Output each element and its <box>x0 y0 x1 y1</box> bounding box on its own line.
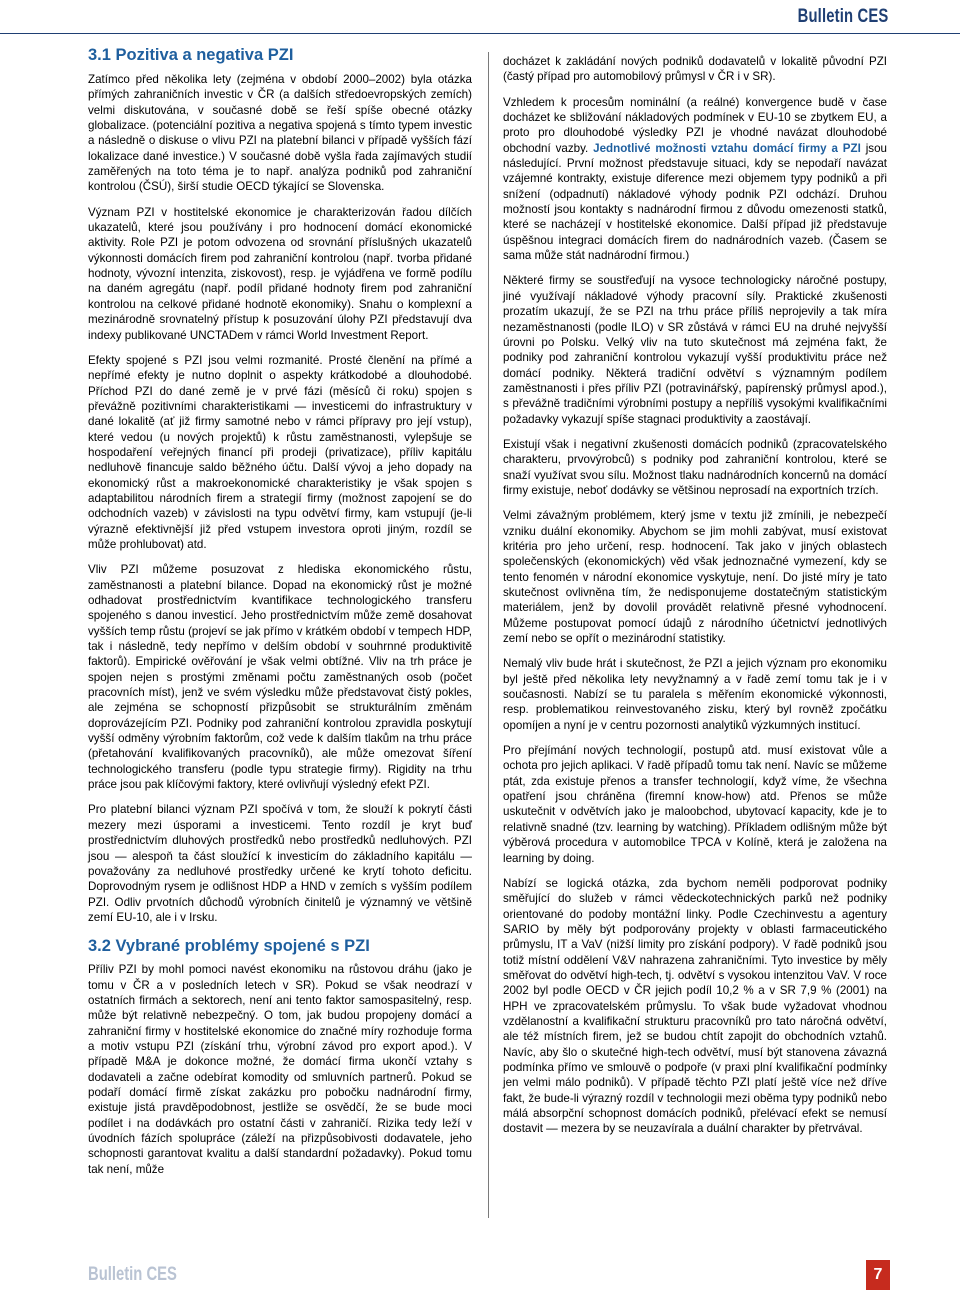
left-paragraph-3: Efekty spojené s PZI jsou velmi rozmanité. Prosté členění na přímé a nepřímé efekty je nutno doplnit o aspekty krátkodobé a dlouhodobé. Příchod PZI do dané země je v prvé fázi (měsíců či roku) spojen s převážně pozitivními charakteristikami — investicemi do infrastruktury v dané lokalitě (ať již firmy samotné nebo v rámci přípravy pro její vstup), které vedou (u nových projektů) k růstu zaměstnanosti, vylepšuje se hospodaření veřejných financí při prodeji (privatizace), příliv kapitálu nedluhově financuje saldo běžného účtu. Další vývoj a jeho dopady na ekonomický růst a makroekonomické charakteristiky je však spojen s adaptabilitou národních firem a strategií firmy (možnost zapojení se do odchodních vazeb) v závislosti na typu odvětví firmy, kam vstupují (je-li výrazně efektivnější již před vstupem investora oproti jiným, rozdíl se může prohlubovat) atd. <box>88 353 472 551</box>
right-paragraph-8: Nabízí se logická otázka, zda bychom neměli podporovat podniky směřující do služeb v rámci vědeckotechnických parků než podniky orientované do podoby montážní linky. Podle Czechinvestu a agentury SARIO by měly být podporovány projekty v oblasti farmaceutického průmyslu, IT a VaV (nižší limity pro získání podpory). V řadě podniků jsou totiž místní oddělení V&V nahrazena zahraničními. Tyto investice by měly směřovat do odvětví high-tech, tj. odvětví s vysokou intenzitou VaV. V roce 2002 byl podle OECD v ČR jejich podíl 10,2 % a v SR 7,9 % (2001) na HPH ve zpracovatelském průmyslu. To však bude vyžadovat vhodnou vzdělanostní a kvalifikační strukturu pracovníků pro tato náročná odvětví, ale též místních firem, jež se budou chtít zapojit do obchodních vztahů. Navíc, aby šlo o skutečné high-tech odvětví, musí být stanovena závazná podmínka přímo ve smlouvě o podpoře (v praxi plní kvalifikační podmínky jen velmi málo podniků). V případě těchto PZI platí ještě více než dříve fakt, že bude-li výrazný rozdíl v technologii mezi oběma typy podniků nebo málá absorpční schopnost domácích podniků, přelévací efekt se nemusí dostavit — mezera by se neuzavírala a duální charakter by přetrvával. <box>503 876 887 1136</box>
right-paragraph-3: Některé firmy se soustřeďují na vysoce technologicky náročné postupy, jiné využívají nákladové výhody pracovní síly. Praktické zkušenosti prozatím ukazují, že se PZI na trhu práce příliš neprojevily a tak míra nezaměstnanosti (podle ILO) v SR zůstává v rámci EU na druhé nejvyšší úrovni po Polsku. Velký vliv na tuto skutečnost má zejména fakt, že podniky pod zahraniční kontrolou vykazují vyšší produktivitu práce než domácí podniky. Některá tradiční odvětví s významným podílem zaměstnanosti i přes příliv PZI (potravinářský, papírenský průmysl apod.), s převážně tradičními výrobními postupy a nepříliš vysokými kvalifikačními požadavky vykazují spíše stagnaci produktivity a zaostávají. <box>503 274 887 426</box>
right-paragraph-5: Velmi závažným problémem, který jsme v textu již zmínili, je nebezpečí vzniku duální ekonomiky. Abychom se jim mohli zabývat, musí existovat kritéria pro jeho určení, resp. hodnocení. Tak jako v jiných oblastech společenských (ekonomických) věd však jednoznačné vymezení, kdy se tento fenomén v národní ekonomice vyskytuje, není. Do jisté míry je tato skutečnost ovlivněna tím, že nedisponujeme dostatečným statistickým materiálem, jenž by dovolil provádět relativně přesné vyhodnocení. Můžeme postupovat pomocí údajů z národního účetnictví jednotlivých zemí nebo se opřít o mezinárodní statistiky. <box>503 509 887 646</box>
left-column <box>88 44 472 1187</box>
left-paragraph-2: Význam PZI v hostitelské ekonomice je charakterizován řadou dílčích ukazatelů, které jsou používány i pro hodnocení domácí ekonomické aktivity. Role PZI je potom odvozena od srovnání příslušných ukazatelů výkonnosti domácích firem pod zahraniční kontrolou (např. tvorba přidané hodnoty, vývozní intenzita, ziskovost), resp. je vyjádřena ve formě podílu na daném agregátu (např. podíl přidané hodnoty firem pod zahraniční kontrolou na celkové přidané hodnotě ekonomiky). Snahu o komplexní a mezinárodně srovnatelný přístup k posuzování úlohy PZI představují dva indexy publikované UNCTADem v rámci World Investment Report. <box>88 205 472 342</box>
highlighted-phrase: Jednotlivé možnosti vztahu domácí firmy a PZI <box>593 141 861 155</box>
right-paragraph-7: Pro přejímání nových technologií, postupů atd. musí existovat vůle a ochota pro jejich aplikaci. V řadě případů tomu tak není. Navíc se můžeme ptát, zda existuje přenos a transfer technologií, když víme, že všechna opatření jsou chráněna (firemní know-how) atd. Přenos se může uskutečnit v odvětvích jako je maloobchod, ubytovací kapacity, kde je to relativně snadné (tzv. learning by watching). Příkladem odlišným může být výběrová procedura v automobilce TPCA v Kolíně, která je založena na learning by doing. <box>503 744 887 865</box>
page-number-badge: 7 <box>866 1260 890 1290</box>
header-rule <box>0 33 960 34</box>
right-paragraph-6: Nemalý vliv bude hrát i skutečnost, že PZI a jejich význam pro ekonomiku byl ještě před několika lety nevyžnamný a v řadě zemí tomu tak je i v současnosti. Nabízí se tu paralela s měřením ekonomické výkonnosti, resp. problematikou reinvestovaného zisku, který byl rovněž zpočátku opomíjen a nyní je v centru pozornosti analytiků výzkumných institucí. <box>503 657 887 732</box>
section-heading-3-2: 3.2 Vybrané problémy spojené s PZI <box>88 937 370 956</box>
column-divider <box>488 52 489 1218</box>
left-paragraph-6: Příliv PZI by mohl pomoci navést ekonomiku na růstovou dráhu (jako je tomu v ČR a v posledních letech v SR). Pokud se však neodrazí v ostatních firmách a sektorech, není ani tento faktor samospasitelný, resp. může být relativně nebezpečný. O tom, jak budou propojeny domácí a zahraniční firmy v hostitelské ekonomice do značné míry rozhoduje forma a motiv vstupu PZI (získání trhu, výrobní závod pro export apod.). V případě M&A je dokonce možné, že domácí firma ukončí vztahy s dodavateli a začne odebírat komodity od smluvních partnerů. Pokud se podaří domácí firmě získat zakázku pro pobočku nadnárodní firmy, existuje jistá pravděpodobnost, jestliže se osvědčí, že se bude moci podílet i na dodávkách pro ostatní části v zahraničí. Rizika tedy leží v úvodních fázích spolupráce (záleží na přizpůsobivosti dodavatele, jeho schopnosti garantovat kvalitu a další standardní požadavky). Pokud tomu tak není, může <box>88 963 472 1176</box>
right-paragraph-4: Existují však i negativní zkušenosti domácích podniků (zpracovatelského charakteru, prvovýrobců) s podniky pod zahraniční kontrolou, které se snaží využívat svou sílu. Možnost tlaku nadnárodních koncernů na domácí firmy existuje, neboť dodávky se většinou neprosadí na exportních trzích. <box>503 437 887 497</box>
left-paragraph-1: Zatímco před několika lety (zejména v období 2000–2002) byla otázka přímých zahraničních investic v ČR (a dalších středoevropských zemích) velmi diskutována, v současné době se řeší spíše obecné otázky globalizace. (potenciální pozitiva a negativa spojená s tímto typem investic a následně o diskuse o vlivu PZI na platební bilanci v případě vyšších fází lokalizace dané investice.) V současné době vyšla řada zajímavých studií zaměřených na toto téma je to např. analýza podniků pod zahraniční kontrolou (ČSÚ), širší studie OECD týkající se Slovenska. <box>88 73 472 194</box>
right-paragraph-1: docházet k zakládání nových podniků dodavatelů v lokalitě původní PZI (častý případ pro automobilový průmysl v ČR i v SR). <box>503 55 887 84</box>
footer-brand: Bulletin CES <box>88 1264 177 1285</box>
left-paragraph-4: Vliv PZI můžeme posuzovat z hlediska ekonomického růstu, zaměstnanosti a platební bilance. Dopad na ekonomický růst je možné odhadovat prostřednictvím kvantifikace technologického transferu spojeného s danou investicí. Jeho prostřednictvím může země dosahovat vyšších temp růstu (projeví se jak přímo v krátkém období v tempech HDP, tak i následně, tedy nepřímo v delším období v souhrnné produktivitě faktorů). Empirické ověřování je však velmi obtížné. Vliv na trh práce je spojen nejen s prostými změnami počtu zaměstnaných osob (počet pracovních míst), jenž ve svém výsledku může představovat čistý pokles, ale zejména se schopností přizpůsobit se strukturálním změnám doprovázejícím PZI. Podniky pod zahraniční kontrolou zpravidla poskytují vyšší odměny výrobním faktorům, což vede k dalším tlakům na trhu práce (přetahování kvalifikovaných pracovníků), ale může omezovat šíření technologického transferu (podle typu strategie firmy). Rigidity na trhu práce jsou pak klíčovými faktory, které ovlivňují výsledný efekt PZI. <box>88 563 472 792</box>
right-column <box>503 54 887 1147</box>
section-heading-3-1: 3.1 Pozitiva a negativa PZI <box>88 46 294 64</box>
right-paragraph-2-start: Vzhledem k procesům nominální (a reálné) konvergence budě v čase docházet ke sbližování nákladových podmínek v EU-10 se zbytkem EU, a proto pro dlouhodobé výsledky PZI je vhodné navázat dlouhodobé obchodní vazby. <box>503 95 887 155</box>
right-paragraph-2-end: jsou následující. První možnost představuje situaci, kdy se nepodaří navázat vzájemné kontrakty, existuje diference mezi objemem typy podniků a při snížení (odpadnutí) nákladové výhody podnik PZI odchází. Druhou možností jsou kontakty s nadnárodní firmou z důvodu omezenosti statků, které se nacházejí v hostitelské ekonomice. Další případ již představuje úspěšnou integraci domácích firem do nadnárodních vazeb. (Časem se sama může stát nadnárodní firmou.) <box>503 141 888 263</box>
right-paragraph-2 <box>503 95 887 264</box>
header-brand: Bulletin CES <box>797 6 888 27</box>
left-paragraph-5: Pro platební bilanci význam PZI spočívá v tom, že slouží k pokrytí části mezery mezi úsporami a investicemi. Tento rozdíl je kryt buď prostřednictvím dluhových prostředků nebo prostředků nedluhových. PZI jsou — alespoň ta část sloužící k investicím do základního kapitálu — považovány za nedluhové prostředky určené ke krytí tohoto deficitu. Doprovodným rysem je odlišnost HDP a HND v zemích s vyšším podílem PZI. Odliv prvotních důchodů výrobních činitelů je významný ve většině zemí EU-10, ale i v Irsku. <box>88 803 472 924</box>
